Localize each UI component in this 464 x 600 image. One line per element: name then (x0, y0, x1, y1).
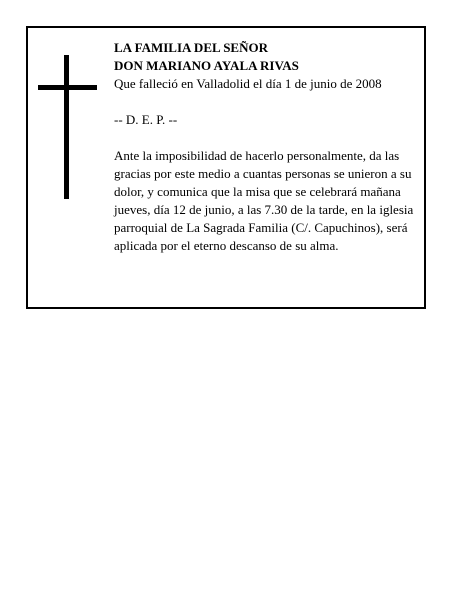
heading-family-line: LA FAMILIA DEL SEÑOR (114, 40, 268, 55)
cross-icon (38, 55, 98, 199)
death-date-line: Que falleció en Valladolid el día 1 de junio de 2008 (114, 76, 382, 91)
cross-vertical-bar (64, 55, 69, 199)
dep-line: -- D. E. P. -- (114, 112, 178, 127)
spacer (114, 129, 420, 147)
cross-horizontal-bar (38, 85, 97, 90)
notice-text (114, 39, 420, 255)
body-paragraph: Ante la imposibilidad de hacerlo personalmente, da las gracias por este medio a cuantas personas se unieron a su dolor, y comunica que la misa que se celebrará mañana jueves, día 12 de junio, a las 7.30 de la tarde, en la iglesia parroquial de La Sagrada Familia (C/. Capuchinos), será aplicada por el eterno descanso de su alma. (114, 148, 414, 253)
heading-name-line: DON MARIANO AYALA RIVAS (114, 58, 299, 73)
spacer (114, 93, 420, 111)
obituary-notice (26, 26, 426, 309)
